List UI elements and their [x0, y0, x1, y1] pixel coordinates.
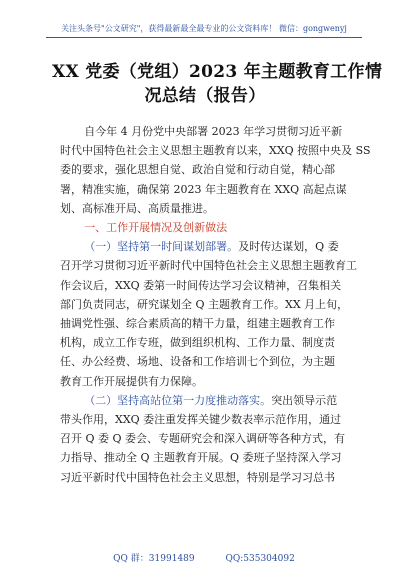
item-2-line: 力指导、推动全 Q 主题教育开展。Q 委班子坚持深入学习 [60, 451, 342, 465]
footer-qq: QQ:535304092 [225, 554, 295, 564]
section-heading: 一、工作开展情况及创新做法 [84, 221, 228, 235]
title-line-2: 况总结（报告） [144, 86, 266, 106]
intro-line: 自今年 4 月份党中央部署 2023 年学习贯彻习近平新 [84, 125, 343, 138]
item-2-line: 召开 Q 委 Q 委会、专题研究会和深入调研等各种方式，有 [60, 432, 346, 446]
title-line-1: XX 党委（党组）2023 年主题教育工作情 [52, 62, 383, 82]
item-2-first-line [60, 391, 352, 410]
intro-line: 署，精准实施，确保第 2023 年主题教育在 XXQ 高起点谋 [60, 182, 347, 196]
item-1-line: 召开学习贯彻习近平新时代中国特色社会主义思想主题教育工 [60, 259, 357, 273]
footer-qq-group: QQ 群：31991489 [113, 554, 195, 564]
document-body [60, 122, 371, 487]
item-1-first-line [60, 237, 352, 256]
header-divider [46, 37, 362, 38]
item-1-line: 教育工作开展提供有力保障。 [60, 374, 203, 388]
intro-line: 委的要求，强化思想自觉、政治自觉和行动自觉，精心部 [60, 163, 335, 177]
item-2-paragraph [60, 391, 352, 487]
item-1-line: 抽调党性强、综合素质高的精干力量，组建主题教育工作 [60, 317, 335, 331]
item-1-lead: （一）坚持第一时间谋划部署。 [84, 240, 239, 254]
item-2-line: 习近平新时代中国特色社会主义思想，特别是学习习总书 [60, 470, 335, 484]
item-2-line: 带头作用，XXQ 委注重发挥关键少数表率示范作用，通过 [60, 413, 342, 427]
intro-paragraph [60, 122, 371, 218]
item-2-lead: （二）坚持高站位第一力度推动落实。 [84, 393, 272, 407]
footer-contacts [0, 551, 408, 564]
item-1-paragraph [60, 237, 357, 391]
header-promo: 关注头条号"公文研究"，获得最新最全最专业的公文资料库！ 微信：gongwenyj [61, 24, 347, 33]
item-1-line: 任、办公经费、场地、设备和工作培训七个到位，为主题 [60, 355, 335, 369]
item-1-line: 机构，成立工作专班，做到组织机构、工作力量、制度责 [60, 336, 335, 350]
intro-line: 时代中国特色社会主义思想主题教育以来，XXQ 按照中央及 SS [60, 144, 371, 158]
item-1-line: 部门负责同志，研究谋划全 Q 主题教育工作。XX 月上旬， [60, 297, 349, 311]
intro-line: 划、高标准开局、高质量推进。 [60, 201, 214, 215]
item-1-line: 作会议后，XXQ 委第一时间传达学习会议精神，召集相关 [60, 278, 342, 292]
document-title [52, 60, 383, 108]
item-2-first-rest: 突出领导示范 [271, 393, 338, 407]
item-1-first-rest: 及时传达谋划，Q 委 [238, 240, 339, 254]
